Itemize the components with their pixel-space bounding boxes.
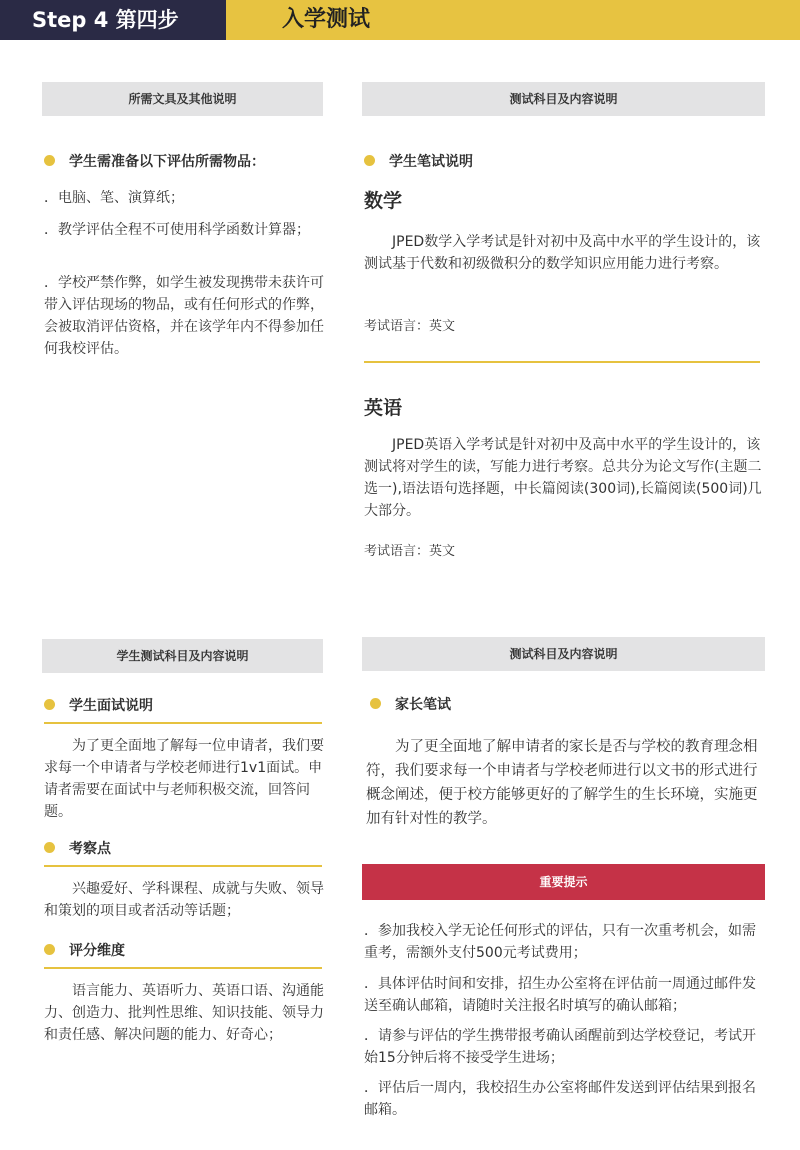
notice-item: ．请参与评估的学生携带报考确认函醒前到达学校登记，考试开始15分钟后将不接受学生进场； bbox=[364, 1028, 756, 1066]
section-banner-subjects: 测试科目及内容说明 bbox=[362, 82, 765, 116]
math-language: 考试语言：英文 bbox=[364, 319, 456, 334]
scoring-bullet-text: 评分维度 bbox=[69, 943, 125, 959]
written-test-bullet-text: 学生笔试说明 bbox=[389, 154, 473, 170]
page-title: 入学测试 bbox=[226, 0, 800, 40]
step-label: Step 4 第四步 bbox=[0, 0, 226, 40]
bullet-dot-icon bbox=[364, 155, 375, 166]
parent-test-bullet-text: 家长笔试 bbox=[395, 697, 451, 713]
bullet-dot-icon bbox=[44, 699, 55, 710]
important-notice-banner: 重要提示 bbox=[362, 864, 765, 900]
notice-item: ．具体评估时间和安排，招生办公室将在评估前一周通过邮件发送至确认邮箱，请随时关注报名时填写的确认邮箱； bbox=[364, 976, 756, 1014]
written-test-bullet bbox=[364, 151, 473, 171]
scoring-description: 语言能力、英语听力、英语口语、沟通能力、创造力、批判性思维、知识技能、领导力和责任感、解决问题的能力、好奇心； bbox=[44, 983, 324, 1043]
interview-bullet-text: 学生面试说明 bbox=[69, 698, 153, 714]
parent-test-description: 为了更全面地了解申请者的家长是否与学校的教育理念相符，我们要求每一个申请者与学校老师进行以文书的形式进行概念阐述，便于校方能够更好的了解学生的生长环境，实施更加有针对性的教学。 bbox=[366, 739, 758, 827]
bullet-dot-icon bbox=[44, 155, 55, 166]
scoring-bullet bbox=[44, 940, 125, 960]
bullet-dot-icon bbox=[370, 698, 381, 709]
divider bbox=[364, 361, 760, 363]
english-description: JPED英语入学考试是针对初中及高中水平的学生设计的，该测试将对学生的读，写能力进行考察。总共分为论文写作(主题二选一),语法语句选择题，中长篇阅读(300词),长篇阅读(500词)几大部分。 bbox=[364, 437, 762, 519]
section-banner-interview: 学生测试科目及内容说明 bbox=[42, 639, 323, 673]
materials-item: ．电脑、笔、演算纸； bbox=[44, 190, 184, 206]
interview-bullet bbox=[44, 695, 153, 715]
materials-item: ．教学评估全程不可使用科学函数计算器； bbox=[44, 222, 310, 238]
english-language: 考试语言：英文 bbox=[364, 544, 456, 559]
notice-item: ．参加我校入学无论任何形式的评估，只有一次重考机会，如需重考，需额外支付500元考试费用； bbox=[364, 923, 756, 961]
materials-bullet-text: 学生需准备以下评估所需物品： bbox=[69, 154, 265, 170]
materials-item: ．学校严禁作弊，如学生被发现携带未获许可带入评估现场的物品，或有任何形式的作弊，会被取消评估资格，并在该学年内不得参加任何我校评估。 bbox=[44, 275, 324, 357]
bullet-dot-icon bbox=[44, 842, 55, 853]
divider bbox=[44, 967, 322, 969]
notice-item: ．评估后一周内，我校招生办公室将邮件发送到评估结果到报名邮箱。 bbox=[364, 1080, 756, 1118]
divider bbox=[44, 722, 322, 724]
math-heading: 数学 bbox=[364, 190, 403, 212]
math-description: JPED数学入学考试是针对初中及高中水平的学生设计的，该测试基于代数和初级微积分的数学知识应用能力进行考察。 bbox=[364, 234, 761, 272]
focus-description: 兴趣爱好、学科课程、成就与失败、领导和策划的项目或者活动等话题； bbox=[44, 881, 324, 919]
bullet-dot-icon bbox=[44, 944, 55, 955]
section-banner-materials: 所需文具及其他说明 bbox=[42, 82, 323, 116]
materials-bullet bbox=[44, 151, 265, 171]
parent-test-bullet bbox=[370, 694, 451, 714]
divider bbox=[44, 865, 322, 867]
interview-description: 为了更全面地了解每一位申请者，我们要求每一个申请者与学校老师进行1v1面试。申请者需要在面试中与老师积极交流，回答问题。 bbox=[44, 738, 324, 820]
focus-bullet bbox=[44, 838, 111, 858]
english-heading: 英语 bbox=[364, 397, 403, 419]
section-banner-parents: 测试科目及内容说明 bbox=[362, 637, 765, 671]
focus-bullet-text: 考察点 bbox=[69, 841, 111, 857]
